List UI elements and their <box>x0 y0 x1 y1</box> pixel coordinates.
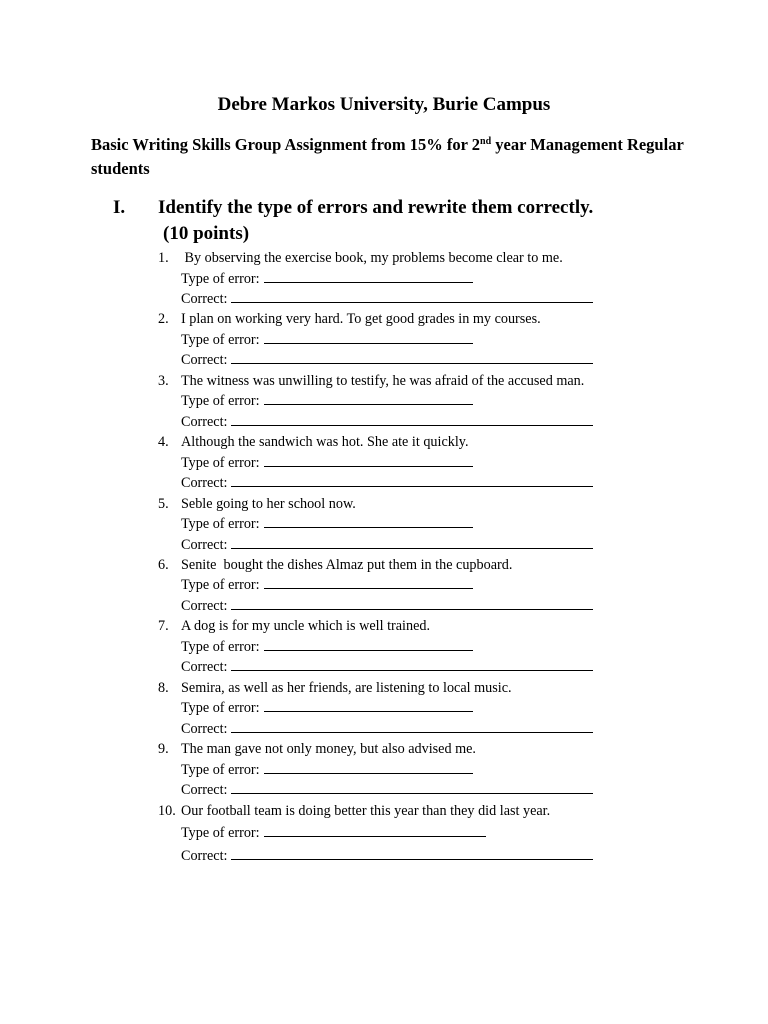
question-item <box>0 432 768 493</box>
correct-blank[interactable] <box>231 719 593 733</box>
correct-label: Correct: <box>181 291 228 307</box>
question-number: 2. <box>158 311 169 328</box>
question-item <box>0 248 768 309</box>
question-item <box>0 371 768 432</box>
correct-row <box>181 412 593 432</box>
question-number: 6. <box>158 556 169 573</box>
question-sentence: The witness was unwilling to testify, he was afraid of the accused man. <box>181 372 585 389</box>
question-sentence: The man gave not only money, but also advised me. <box>181 741 476 758</box>
correct-blank[interactable] <box>231 412 593 426</box>
correct-label: Correct: <box>181 659 228 676</box>
question-number: 7. <box>158 618 169 635</box>
type-of-error-blank[interactable] <box>264 760 473 774</box>
correct-row <box>181 846 593 866</box>
type-of-error-blank[interactable] <box>264 330 473 344</box>
type-of-error-label: Type of error: <box>181 331 260 348</box>
correct-label: Correct: <box>181 782 228 799</box>
correct-row <box>181 289 593 309</box>
correct-row <box>181 473 593 493</box>
correct-label: Correct: <box>181 597 228 614</box>
type-of-error-row <box>181 637 473 657</box>
correct-label: Correct: <box>181 720 228 737</box>
section-heading <box>158 195 658 247</box>
correct-row <box>181 780 593 800</box>
type-of-error-label: Type of error: <box>181 700 260 717</box>
section-number: I. <box>113 197 126 218</box>
question-number: 1. <box>158 250 169 266</box>
type-of-error-label: Type of error: <box>181 516 260 533</box>
type-of-error-row <box>181 269 473 289</box>
type-of-error-label: Type of error: <box>181 638 260 655</box>
type-of-error-blank[interactable] <box>264 514 473 528</box>
type-of-error-label: Type of error: <box>181 270 260 287</box>
type-of-error-blank[interactable] <box>264 823 486 837</box>
correct-row <box>181 596 593 616</box>
correct-blank[interactable] <box>231 596 593 610</box>
correct-blank[interactable] <box>231 289 593 303</box>
type-of-error-blank[interactable] <box>264 269 473 283</box>
type-of-error-label: Type of error: <box>181 577 260 594</box>
correct-label: Correct: <box>181 413 228 430</box>
type-of-error-row <box>181 453 473 473</box>
type-of-error-blank[interactable] <box>264 391 473 405</box>
question-number: 10. <box>158 802 176 819</box>
question-item <box>0 678 768 739</box>
question-sentence: Our football team is doing better this year than they did last year. <box>181 802 551 819</box>
type-of-error-row <box>181 391 473 411</box>
correct-blank[interactable] <box>231 657 593 671</box>
correct-label: Correct: <box>181 847 228 864</box>
correct-blank[interactable] <box>231 535 593 549</box>
type-of-error-blank[interactable] <box>264 698 473 712</box>
question-sentence: I plan on working very hard. To get good grades in my courses. <box>181 311 541 328</box>
correct-row <box>181 657 593 677</box>
type-of-error-row <box>181 575 473 595</box>
type-of-error-label: Type of error: <box>181 825 260 842</box>
section-points: (10 points) <box>163 223 250 244</box>
subtitle-superscript: nd <box>480 136 492 147</box>
correct-blank[interactable] <box>231 473 593 487</box>
correct-row <box>181 535 593 555</box>
correct-label: Correct: <box>181 352 228 369</box>
question-number: 3. <box>158 372 169 389</box>
correct-row <box>181 350 593 370</box>
question-item <box>0 309 768 370</box>
correct-blank[interactable] <box>231 350 593 364</box>
section-instruction: Identify the type of errors and rewrite them correctly. <box>158 197 594 218</box>
question-sentence: Seble going to her school now. <box>181 495 356 512</box>
question-number: 4. <box>158 434 169 451</box>
type-of-error-blank[interactable] <box>264 575 473 589</box>
question-item <box>0 555 768 616</box>
question-sentence: A dog is for my uncle which is well trained. <box>181 618 431 635</box>
question-sentence: Although the sandwich was hot. She ate it quickly. <box>181 434 469 451</box>
type-of-error-blank[interactable] <box>264 453 473 467</box>
type-of-error-blank[interactable] <box>264 637 473 651</box>
type-of-error-row <box>181 330 473 350</box>
question-item <box>0 616 768 677</box>
type-of-error-row <box>181 514 473 534</box>
type-of-error-row <box>181 760 473 780</box>
question-list <box>0 248 768 871</box>
assignment-subtitle <box>91 133 691 181</box>
type-of-error-label: Type of error: <box>181 454 260 471</box>
subtitle-text-end: year Management Regular students <box>91 135 684 178</box>
question-sentence: By observing the exercise book, my problems become clear to me. <box>181 250 563 266</box>
correct-blank[interactable] <box>231 846 593 860</box>
subtitle-text-start: Basic Writing Skills Group Assignment from 15% for 2 <box>91 135 481 154</box>
question-sentence: Semira, as well as her friends, are listening to local music. <box>181 679 512 696</box>
question-item <box>0 739 768 800</box>
type-of-error-label: Type of error: <box>181 393 260 410</box>
question-number: 9. <box>158 741 169 758</box>
correct-label: Correct: <box>181 475 228 492</box>
question-number: 5. <box>158 495 169 512</box>
type-of-error-row <box>181 698 473 718</box>
document-title: Debre Markos University, Burie Campus <box>217 94 551 115</box>
type-of-error-label: Type of error: <box>181 761 260 778</box>
correct-row <box>181 719 593 739</box>
correct-label: Correct: <box>181 536 228 553</box>
correct-blank[interactable] <box>231 780 593 794</box>
question-item <box>0 494 768 555</box>
question-item <box>0 801 768 871</box>
type-of-error-row <box>181 823 486 843</box>
question-number: 8. <box>158 679 169 696</box>
question-sentence: Senite bought the dishes Almaz put them in the cupboard. <box>181 556 513 573</box>
